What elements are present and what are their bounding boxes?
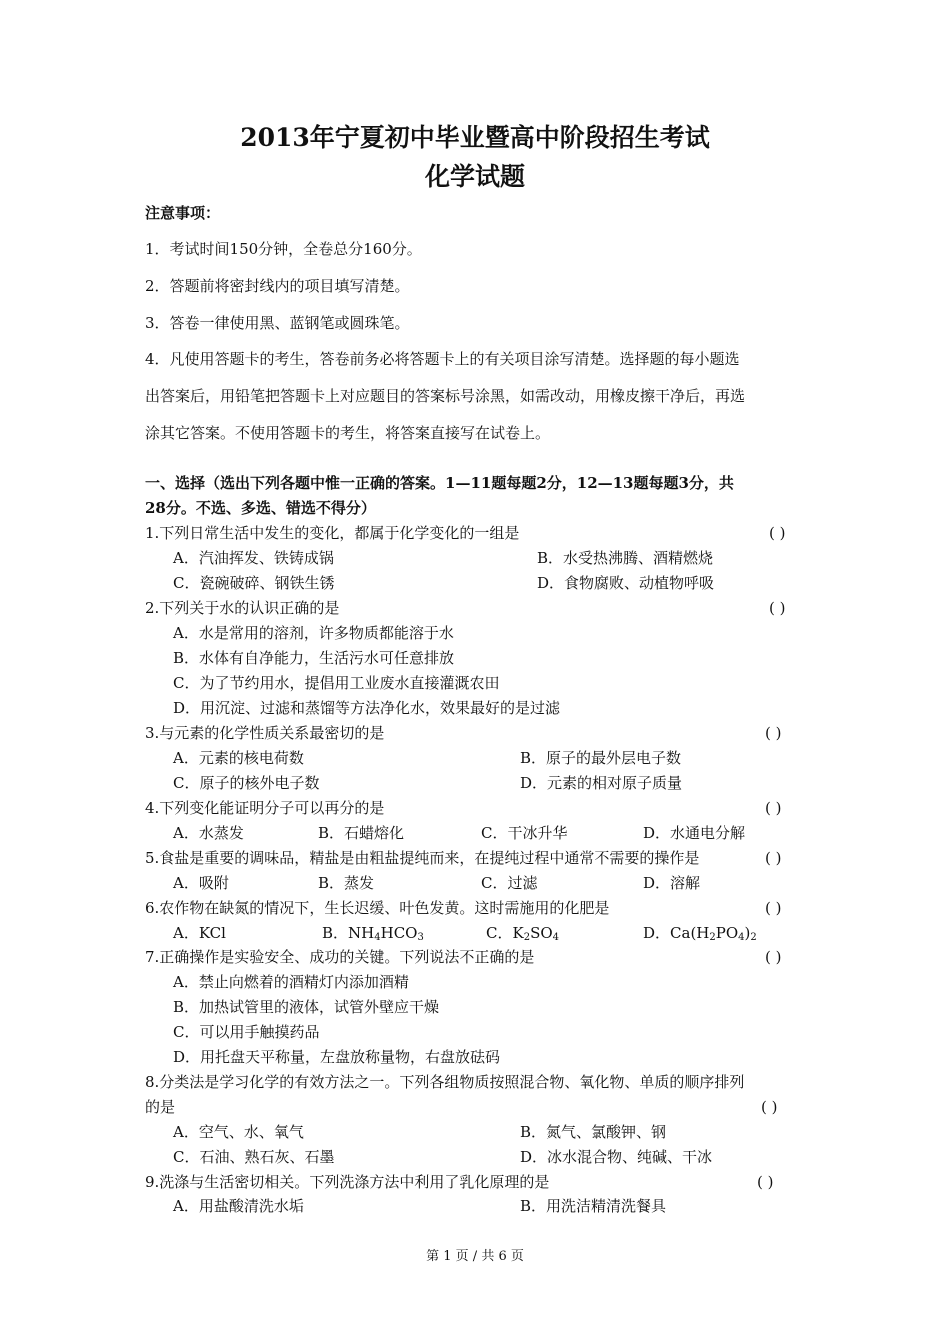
q7-option-a: A．禁止向燃着的酒精灯内添加酒精 [173,973,409,991]
q5-option-d: D．溶解 [643,874,701,892]
q6-option-c: C．$K_2SO_4$ [486,924,560,943]
answer-paren-9: ( ) [757,1173,774,1191]
answer-paren-8: ( ) [761,1098,778,1116]
q1-option-b: B．水受热沸腾、酒精燃烧 [537,549,714,567]
answer-paren-1: ( ) [769,524,786,542]
q4-option-b: B．石蜡熔化 [318,824,405,842]
question-8-stem-cont: 的是 [145,1098,176,1116]
q3-option-b: B．原子的最外层电子数 [520,749,682,767]
q3-option-d: D．元素的相对原子质量 [520,774,683,792]
question-5-stem: 5.食盐是重要的调味品，精盐是由粗盐提纯而来，在提纯过程中通常不需要的操作是 [145,849,700,867]
q6-option-d: D．$Ca(H_2PO_4)_2$ [643,924,757,943]
answer-paren-3: ( ) [765,724,782,742]
q9-option-b: B．用洗洁精清洗餐具 [520,1197,667,1215]
page-footer: 第 1 页 / 共 6 页 [426,1249,524,1264]
q3-option-c: C．原子的核外电子数 [173,774,320,792]
q8-option-c: C．石油、熟石灰、石墨 [173,1148,335,1166]
q2-option-d: D．用沉淀、过滤和蒸馏等方法净化水，效果最好的是过滤 [173,699,561,717]
q8-option-d: D．冰水混合物、纯碱、干冰 [520,1148,713,1166]
answer-paren-5: ( ) [765,849,782,867]
q8-option-a: A．空气、水、氧气 [173,1123,304,1141]
exam-title: 2013年宁夏初中毕业暨高中阶段招生考试 [240,123,710,152]
q7-option-c: C．可以用手触摸药品 [173,1023,320,1041]
question-2-stem: 2.下列关于水的认识正确的是 [145,599,340,617]
q2-option-a: A．水是常用的溶剂，许多物质都能溶于水 [173,624,454,642]
question-3-stem: 3.与元素的化学性质关系最密切的是 [145,724,385,742]
q4-option-d: D．水通电分解 [643,824,746,842]
question-7-stem: 7.正确操作是实验安全、成功的关键。下列说法不正确的是 [145,948,535,966]
question-9-stem: 9.洗涤与生活密切相关。下列洗涤方法中利用了乳化原理的是 [145,1173,550,1191]
q6-option-b: B．$NH_4HCO_3$ [322,924,424,943]
answer-paren-7: ( ) [765,948,782,966]
note-2: 2．答题前将密封线内的项目填写清楚。 [145,277,410,295]
q2-option-c: C．为了节约用水，提倡用工业废水直接灌溉农田 [173,674,500,692]
note-4-line-2: 出答案后，用铅笔把答题卡上对应题目的答案标号涂黑，如需改动，用橡皮擦干净后，再选 [145,387,746,405]
q8-option-b: B．氮气、氯酸钾、钢 [520,1123,667,1141]
q9-option-a: A．用盐酸清洗水垢 [173,1197,304,1215]
q7-option-d: D．用托盘天平称量，左盘放称量物，右盘放砝码 [173,1048,501,1066]
q4-option-a: A．水蒸发 [173,824,244,842]
question-1-stem: 1.下列日常生活中发生的变化，都属于化学变化的一组是 [145,524,520,542]
note-3: 3．答卷一律使用黑、蓝钢笔或圆珠笔。 [145,314,410,332]
notes-heading: 注意事项： [145,204,221,222]
q5-option-b: B．蒸发 [318,874,375,892]
question-8-stem: 8.分类法是学习化学的有效方法之一。下列各组物质按照混合物、氧化物、单质的顺序排列 [145,1073,745,1091]
q2-option-b: B．水体有自净能力，生活污水可任意排放 [173,649,455,667]
q3-option-a: A．元素的核电荷数 [173,749,304,767]
answer-paren-4: ( ) [765,799,782,817]
q5-option-c: C．过滤 [481,874,538,892]
answer-paren-6: ( ) [765,899,782,917]
answer-paren-2: ( ) [769,599,786,617]
exam-subtitle: 化学试题 [424,162,525,191]
q1-option-a: A．汽油挥发、铁铸成锅 [173,549,334,567]
note-4-line-1: 4．凡使用答题卡的考生，答卷前务必将答题卡上的有关项目涂写清楚。选择题的每小题选 [145,350,740,368]
q1-option-d: D．食物腐败、动植物呼吸 [537,574,715,592]
q6-option-a: A．KCl [173,924,226,942]
q5-option-a: A．吸附 [173,874,229,892]
note-4-line-3: 涂其它答案。不使用答题卡的考生，将答案直接写在试卷上。 [145,424,551,442]
q4-option-c: C．干冰升华 [481,824,568,842]
section-heading-line-1: 一、选择（选出下列各题中惟一正确的答案。1—11题每题2分，12—13题每题3分，共 [145,474,734,492]
q1-option-c: C．瓷碗破碎、钢铁生锈 [173,574,335,592]
section-heading-line-2: 28分。不选、多选、错选不得分） [145,499,376,517]
q7-option-b: B．加热试管里的液体，试管外壁应干燥 [173,998,440,1016]
question-4-stem: 4.下列变化能证明分子可以再分的是 [145,799,385,817]
question-6-stem: 6.农作物在缺氮的情况下，生长迟缓、叶色发黄。这时需施用的化肥是 [145,899,610,917]
note-1: 1．考试时间150分钟，全卷总分160分。 [145,240,422,258]
